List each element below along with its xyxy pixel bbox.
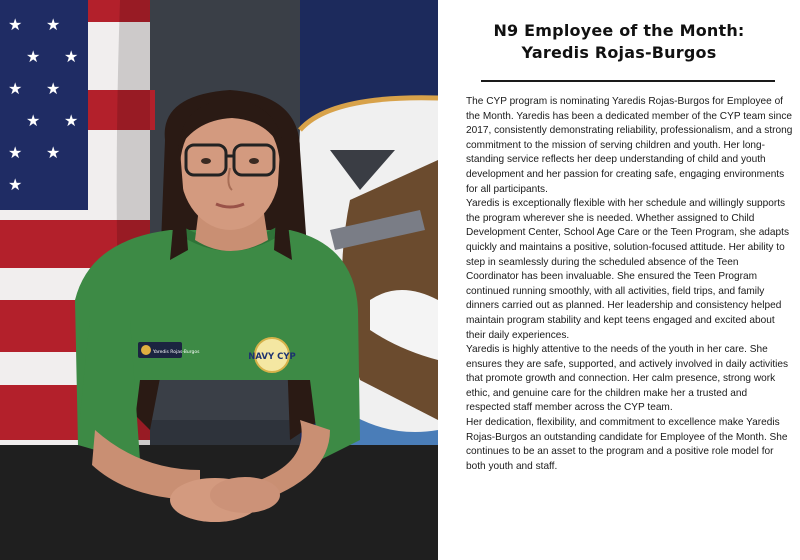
title-divider	[481, 80, 775, 82]
svg-text:★: ★	[8, 79, 23, 98]
paragraph-3: Yaredis is highly attentive to the needs of the youth in her care. She ensures they are safe, supported, and actively involved in daily activities that promote growth and connection. Her calm presence, strong work ethic, and genuine care for the children make her a trusted and respected staff member across the CYP team.	[466, 344, 789, 414]
paragraph-4: Her dedication, flexibility, and commitment to excellence make Yaredis Rojas-Burgos an outstanding candidate for Employee of the Month. She continues to be an asset to the program and a positive role model for both youth and staff.	[466, 417, 788, 472]
name-tag-text: Yaredis Rojas-Burgos	[153, 350, 200, 355]
paragraph-1: The CYP program is nominating Yaredis Rojas-Burgos for Employee of the Month. Yaredis has been a dedicated member of the CYP team since 2017, consistently demonstrating reliability, professionalism, and a strong commitment to the mission of serving children and youth. Her long-standing service reflects her deep understanding of child and youth development and her passion for creating safe, engaging environments for all participants.	[466, 96, 793, 195]
title-line-1: N9 Employee of the Month:	[493, 21, 745, 40]
paragraph-2: Yaredis is exceptionally flexible with her schedule and willingly supports the program wherever she is needed. Whether assigned to Child Development Center, School Age Care or the Teen Program, she adapts quickly and maintains a positive, solution-focused attitude. Her ability to step in seamlessly during the scheduled absence of the Teen Coordinator has been invaluable. She ensured the Teen Program continued running smoothly, with all activities, field trips, and family dinners carried out as planned. Her leadership and consistency helped maintain program stability and kept teens engaged and excited about their daily experiences.	[466, 198, 790, 341]
nomination-text	[466, 95, 794, 474]
svg-text:★: ★	[46, 15, 61, 34]
svg-text:★: ★	[64, 111, 79, 130]
title-line-2: Yaredis Rojas-Burgos	[521, 43, 717, 62]
svg-text:★: ★	[46, 143, 61, 162]
page-title	[438, 20, 800, 64]
svg-text:★: ★	[64, 47, 79, 66]
patch-text: NAVY CYP	[248, 352, 296, 362]
svg-text:★: ★	[26, 47, 41, 66]
svg-text:★: ★	[46, 79, 61, 98]
svg-text:★: ★	[26, 111, 41, 130]
svg-text:★: ★	[8, 143, 23, 162]
svg-text:★: ★	[8, 175, 23, 194]
nomination-panel	[438, 0, 800, 560]
svg-text:★: ★	[8, 15, 23, 34]
